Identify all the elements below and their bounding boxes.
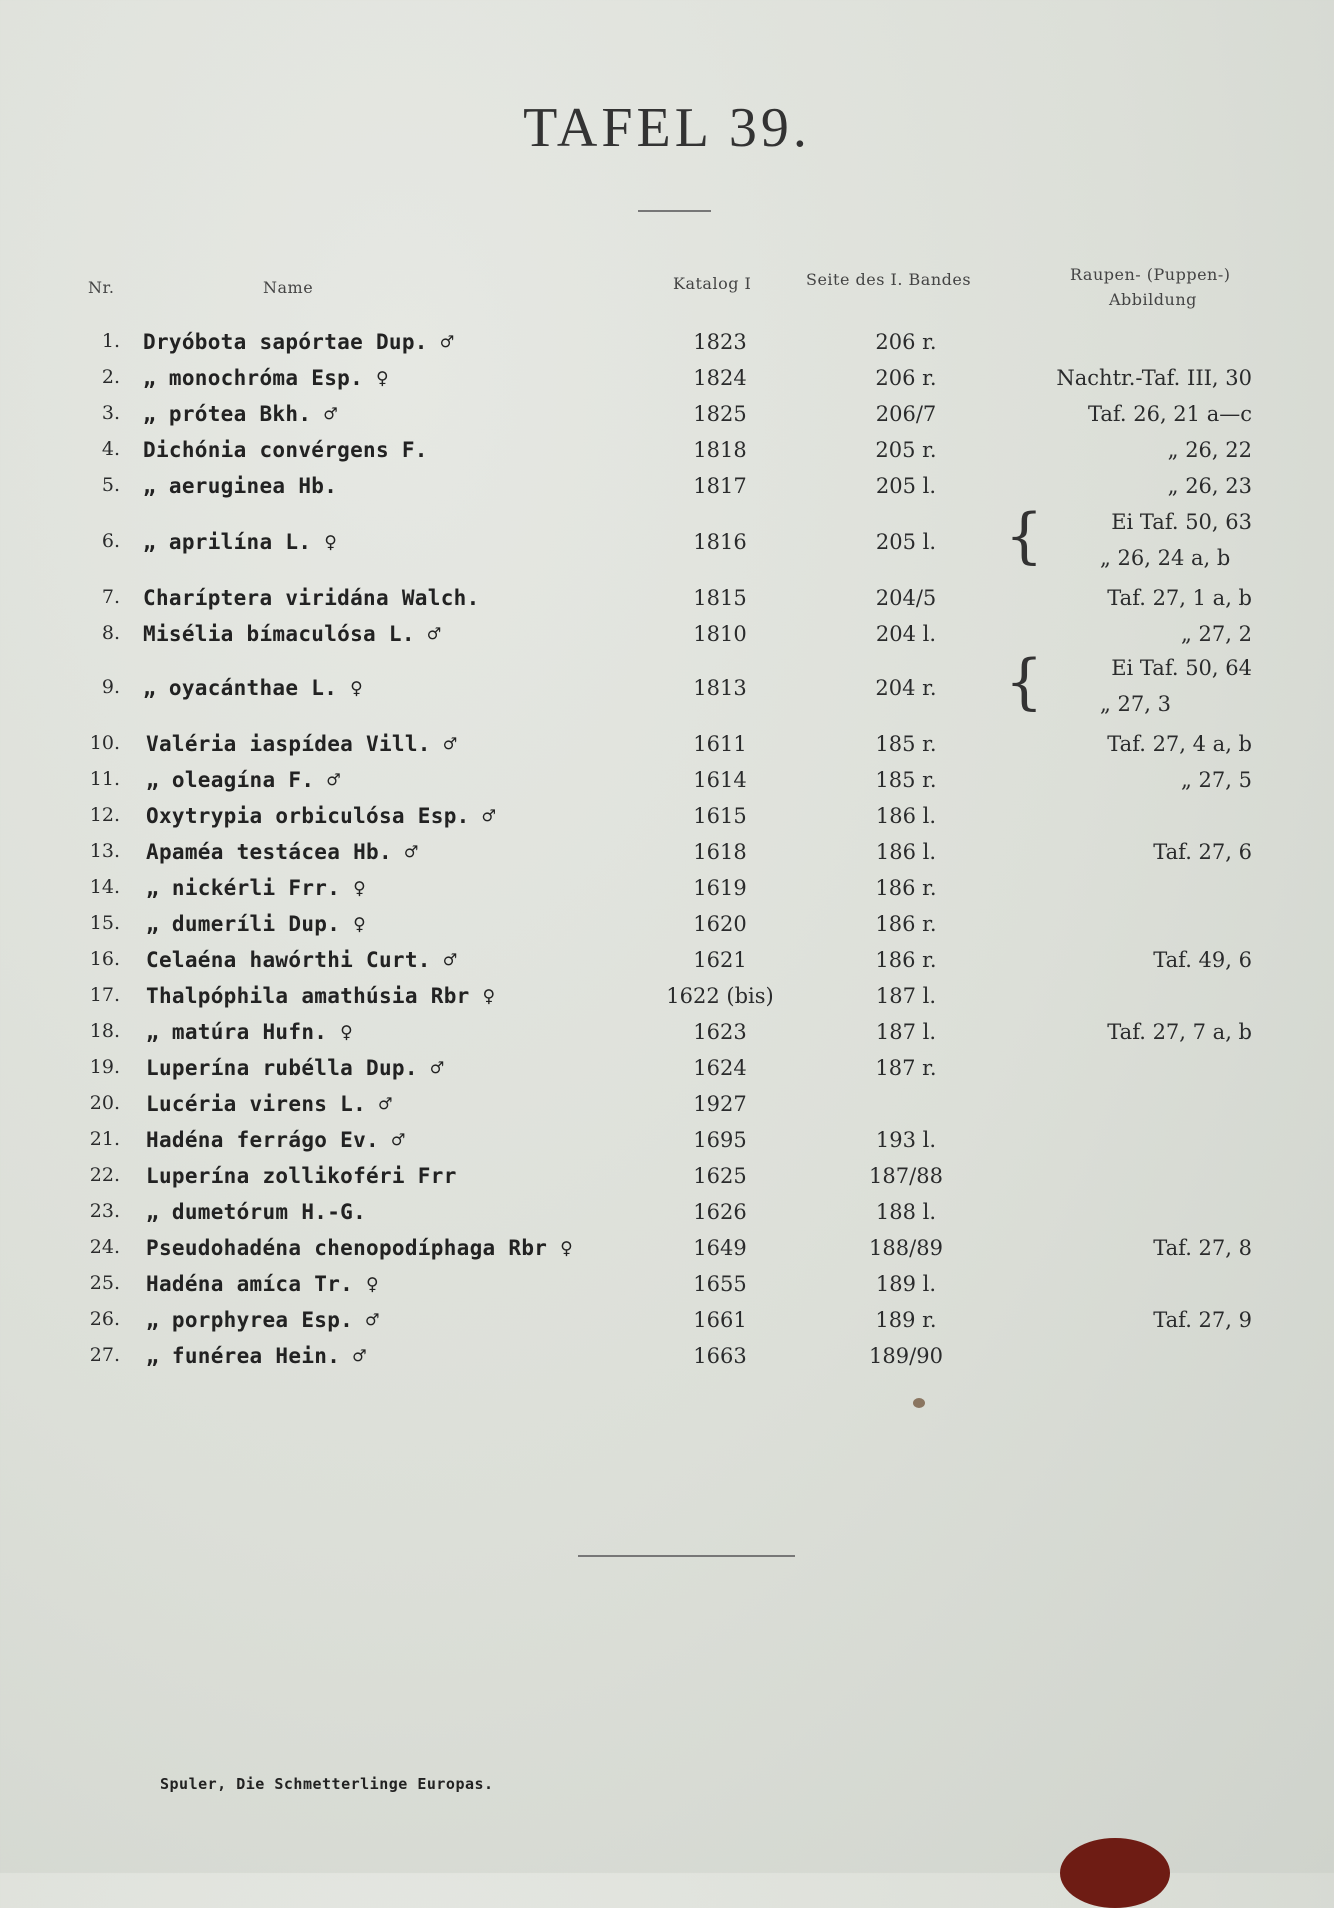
abbildung-ref: Taf. 27, 9 [1153, 1308, 1252, 1332]
table-row [0, 330, 1334, 360]
species-name: „ aeruginea Hb. [143, 474, 338, 498]
seite-reference: 193 l. [875, 1128, 937, 1152]
seite-reference: 186 r. [875, 876, 937, 900]
table-row [0, 732, 1334, 762]
seite-reference: 186 l. [875, 804, 937, 828]
row-number: 17. [89, 984, 120, 1006]
seite-reference: 206/7 [875, 402, 937, 426]
table-row [0, 1236, 1334, 1266]
abbildung-ref: Taf. 27, 7 a, b [1107, 1020, 1252, 1044]
header-nr: Nr. [88, 278, 115, 297]
table-row [0, 622, 1334, 652]
row-number: 21. [89, 1128, 120, 1150]
row-number: 18. [89, 1020, 120, 1042]
footer-credit: Spuler, Die Schmetterlinge Europas. [160, 1775, 494, 1793]
row-number: 19. [89, 1056, 120, 1078]
row-number: 14. [89, 876, 120, 898]
abbildung-ref: „ 27, 2 [1181, 622, 1252, 646]
abbildung-ref: „ 27, 5 [1181, 768, 1252, 792]
row-number: 7. [101, 586, 120, 608]
katalog-number: 1624 [693, 1056, 747, 1080]
species-name: Hadéna ferrágo Ev. ♂ [146, 1128, 405, 1152]
katalog-number: 1927 [693, 1092, 747, 1116]
species-name: „ funérea Hein. ♂ [146, 1344, 367, 1368]
katalog-number: 1810 [693, 622, 747, 646]
species-name: Valéria iaspídea Vill. ♂ [146, 732, 457, 756]
header-name: Name [263, 278, 314, 297]
row-number: 27. [89, 1344, 120, 1366]
row-number: 11. [89, 768, 120, 790]
seite-reference: 204/5 [875, 586, 937, 610]
row-number: 24. [89, 1236, 120, 1258]
row-number: 9. [101, 676, 120, 698]
table-row [0, 984, 1334, 1014]
species-name: Thalpóphila amathúsia Rbr ♀ [146, 984, 496, 1008]
brace-symbol: { [1005, 501, 1044, 571]
table-row [0, 1020, 1334, 1050]
seite-reference: 204 r. [875, 676, 937, 700]
katalog-number: 1621 [693, 948, 747, 972]
seite-reference: 187 r. [875, 1056, 937, 1080]
table-row [0, 1308, 1334, 1338]
table-row [0, 1164, 1334, 1194]
katalog-number: 1661 [693, 1308, 747, 1332]
seite-reference: 205 l. [875, 530, 937, 554]
species-name: Lucéria virens L. ♂ [146, 1092, 392, 1116]
katalog-number: 1623 [693, 1020, 747, 1044]
katalog-number: 1622 (bis) [666, 984, 774, 1008]
row-number: 25. [89, 1272, 120, 1294]
abbildung-ref: Taf. 27, 4 a, b [1107, 732, 1252, 756]
seite-reference: 187/88 [869, 1164, 943, 1188]
species-name: Luperína zollikoféri Frr [146, 1164, 457, 1188]
row-number: 26. [89, 1308, 120, 1330]
row-number: 15. [89, 912, 120, 934]
species-name: Misélia bímaculósa L. ♂ [143, 622, 441, 646]
seite-reference: 204 l. [875, 622, 937, 646]
table-row [0, 1272, 1334, 1302]
abbildung-ref-2: „ 27, 3 [1100, 692, 1171, 716]
row-number: 23. [89, 1200, 120, 1222]
katalog-number: 1825 [693, 402, 747, 426]
row-number: 2. [101, 366, 120, 388]
header-abbildung-2: Abbildung [1109, 290, 1197, 309]
table-row [0, 474, 1334, 504]
row-number: 10. [89, 732, 120, 754]
species-name: Apaméa testácea Hb. ♂ [146, 840, 418, 864]
row-number: 1. [101, 330, 120, 352]
row-number: 16. [89, 948, 120, 970]
top-divider [638, 210, 711, 212]
species-name: „ aprilína L. ♀ [143, 530, 338, 554]
seite-reference: 185 r. [875, 768, 937, 792]
seite-reference: 188 l. [875, 1200, 937, 1224]
table-row [0, 768, 1334, 798]
row-number: 3. [101, 402, 120, 424]
katalog-number: 1818 [693, 438, 747, 462]
katalog-number: 1620 [693, 912, 747, 936]
seite-reference: 185 r. [875, 732, 937, 756]
abbildung-ref: Nachtr.-Taf. III, 30 [1056, 366, 1252, 390]
table-row [0, 804, 1334, 834]
katalog-number: 1663 [693, 1344, 747, 1368]
seite-reference: 189 l. [875, 1272, 937, 1296]
row-number: 5. [101, 474, 120, 496]
katalog-number: 1615 [693, 804, 747, 828]
table-row [0, 840, 1334, 870]
seite-reference: 187 l. [875, 984, 937, 1008]
table-row [0, 912, 1334, 942]
abbildung-ref-2: „ 26, 24 a, b [1100, 546, 1231, 570]
header-abbildung-1: Raupen- (Puppen-) [1070, 265, 1231, 284]
abbildung-ref: Taf. 27, 8 [1153, 1236, 1252, 1260]
seite-reference: 186 r. [875, 912, 937, 936]
species-name: „ matúra Hufn. ♀ [146, 1020, 354, 1044]
seite-reference: 206 r. [875, 366, 937, 390]
katalog-number: 1823 [693, 330, 747, 354]
table-row [0, 1200, 1334, 1230]
table-row [0, 948, 1334, 978]
abbildung-ref: „ 26, 22 [1167, 438, 1252, 462]
species-name: „ oyacánthae L. ♀ [143, 676, 364, 700]
katalog-number: 1813 [693, 676, 747, 700]
katalog-number: 1626 [693, 1200, 747, 1224]
abbildung-ref: Taf. 27, 6 [1153, 840, 1252, 864]
abbildung-ref: Taf. 26, 21 a—c [1087, 402, 1252, 426]
brace-symbol: { [1005, 647, 1044, 717]
seite-reference: 205 l. [875, 474, 937, 498]
species-name: Dichónia convérgens F. [143, 438, 428, 462]
seite-reference: 205 r. [875, 438, 937, 462]
table-row [0, 402, 1334, 432]
abbildung-ref: Taf. 27, 1 a, b [1107, 586, 1252, 610]
row-number: 4. [101, 438, 120, 460]
species-name: Charíptera viridána Walch. [143, 586, 480, 610]
katalog-number: 1618 [693, 840, 747, 864]
table-row [0, 647, 1334, 717]
abbildung-ref: Taf. 49, 6 [1153, 948, 1252, 972]
header-katalog: Katalog I [673, 274, 752, 293]
row-number: 20. [89, 1092, 120, 1114]
table-row [0, 366, 1334, 396]
table-row [0, 501, 1334, 571]
seite-reference: 189 r. [875, 1308, 937, 1332]
katalog-number: 1614 [693, 768, 747, 792]
table-row [0, 586, 1334, 616]
table-row [0, 1128, 1334, 1158]
table-row [0, 1092, 1334, 1122]
species-name: Dryóbota sapórtae Dup. ♂ [143, 330, 454, 354]
species-name: „ oleagína F. ♂ [146, 768, 341, 792]
katalog-number: 1817 [693, 474, 747, 498]
abbildung-ref: „ 26, 23 [1167, 474, 1252, 498]
bottom-divider [578, 1555, 795, 1557]
katalog-number: 1815 [693, 586, 747, 610]
species-name: Pseudohadéna chenopodíphaga Rbr ♀ [146, 1236, 574, 1260]
species-name: Hadéna amíca Tr. ♀ [146, 1272, 379, 1296]
species-name: „ dumeríli Dup. ♀ [146, 912, 367, 936]
species-name: „ nickérli Frr. ♀ [146, 876, 367, 900]
row-number: 13. [89, 840, 120, 862]
seite-reference: 189/90 [869, 1344, 943, 1368]
table-row [0, 1344, 1334, 1374]
row-number: 8. [101, 622, 120, 644]
species-name: „ porphyrea Esp. ♂ [146, 1308, 379, 1332]
species-name: Oxytrypia orbiculósa Esp. ♂ [146, 804, 496, 828]
species-name: „ prótea Bkh. ♂ [143, 402, 338, 426]
row-number: 22. [89, 1164, 120, 1186]
katalog-number: 1655 [693, 1272, 747, 1296]
table-row [0, 1056, 1334, 1086]
row-number: 12. [89, 804, 120, 826]
katalog-number: 1649 [693, 1236, 747, 1260]
seite-reference: 188/89 [869, 1236, 943, 1260]
table-row [0, 876, 1334, 906]
red-stain [1060, 1838, 1170, 1908]
header-seite: Seite des I. Bandes [806, 270, 972, 289]
katalog-number: 1824 [693, 366, 747, 390]
katalog-number: 1695 [693, 1128, 747, 1152]
abbildung-ref: Ei Taf. 50, 63 [1111, 510, 1252, 534]
ink-spot [913, 1398, 925, 1408]
species-name: Celaéna hawórthi Curt. ♂ [146, 948, 457, 972]
abbildung-ref: Ei Taf. 50, 64 [1111, 656, 1252, 680]
seite-reference: 187 l. [875, 1020, 937, 1044]
page-title: TAFEL 39. [523, 97, 811, 159]
seite-reference: 206 r. [875, 330, 937, 354]
species-name: „ monochróma Esp. ♀ [143, 366, 389, 390]
seite-reference: 186 r. [875, 948, 937, 972]
species-name: Luperína rubélla Dup. ♂ [146, 1056, 444, 1080]
table-row [0, 438, 1334, 468]
katalog-number: 1619 [693, 876, 747, 900]
row-number: 6. [101, 530, 120, 552]
katalog-number: 1816 [693, 530, 747, 554]
katalog-number: 1625 [693, 1164, 747, 1188]
seite-reference: 186 l. [875, 840, 937, 864]
katalog-number: 1611 [693, 732, 747, 756]
species-name: „ dumetórum H.-G. [146, 1200, 367, 1224]
